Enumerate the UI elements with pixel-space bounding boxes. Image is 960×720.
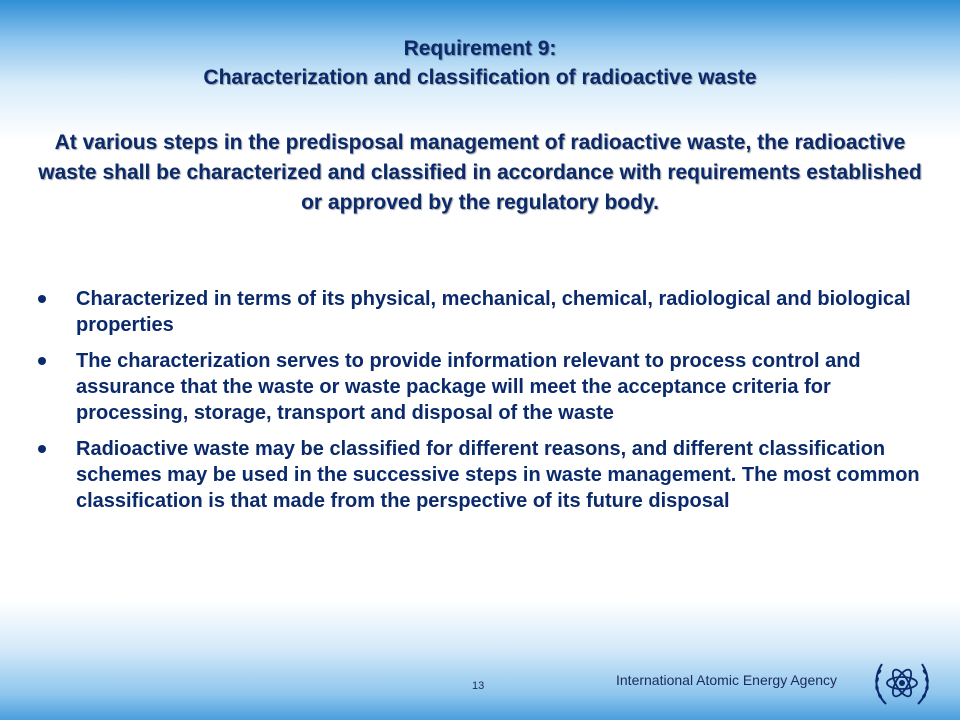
bullet-text: Radioactive waste may be classified for different reasons, and different classification schemes may be used in the successive steps in waste management. The most common classification is that made from the perspective of its future disposal — [76, 438, 920, 512]
page-number: 13 — [472, 680, 485, 692]
organization-name: International Atomic Energy Agency — [616, 672, 838, 688]
bullet-dot — [38, 357, 46, 365]
bullet-dot — [38, 445, 46, 453]
title-line-1: Requirement 9: — [403, 37, 557, 60]
iaea-logo-icon — [872, 656, 932, 710]
requirement-statement: At various steps in the predisposal management of radioactive waste, the radioactive waste shall be characterized and classified in accordance with requirements established or approved by the regulatory body. — [38, 131, 922, 214]
bullet-item — [38, 348, 928, 426]
bullet-item — [38, 286, 928, 338]
title-line-2: Characterization and classification of radioactive waste — [203, 66, 757, 89]
slide-title — [0, 34, 960, 92]
bullet-dot — [38, 295, 46, 303]
footer-background — [0, 600, 960, 720]
bullet-list — [38, 286, 928, 524]
bullet-item — [38, 436, 928, 514]
bullet-text: Characterized in terms of its physical, mechanical, chemical, radiological and biological properties — [76, 288, 911, 336]
bullet-text: The characterization serves to provide information relevant to process control and assurance that the waste or waste package will meet the acceptance criteria for processing, storage, transport and disposal of the waste — [76, 350, 861, 424]
